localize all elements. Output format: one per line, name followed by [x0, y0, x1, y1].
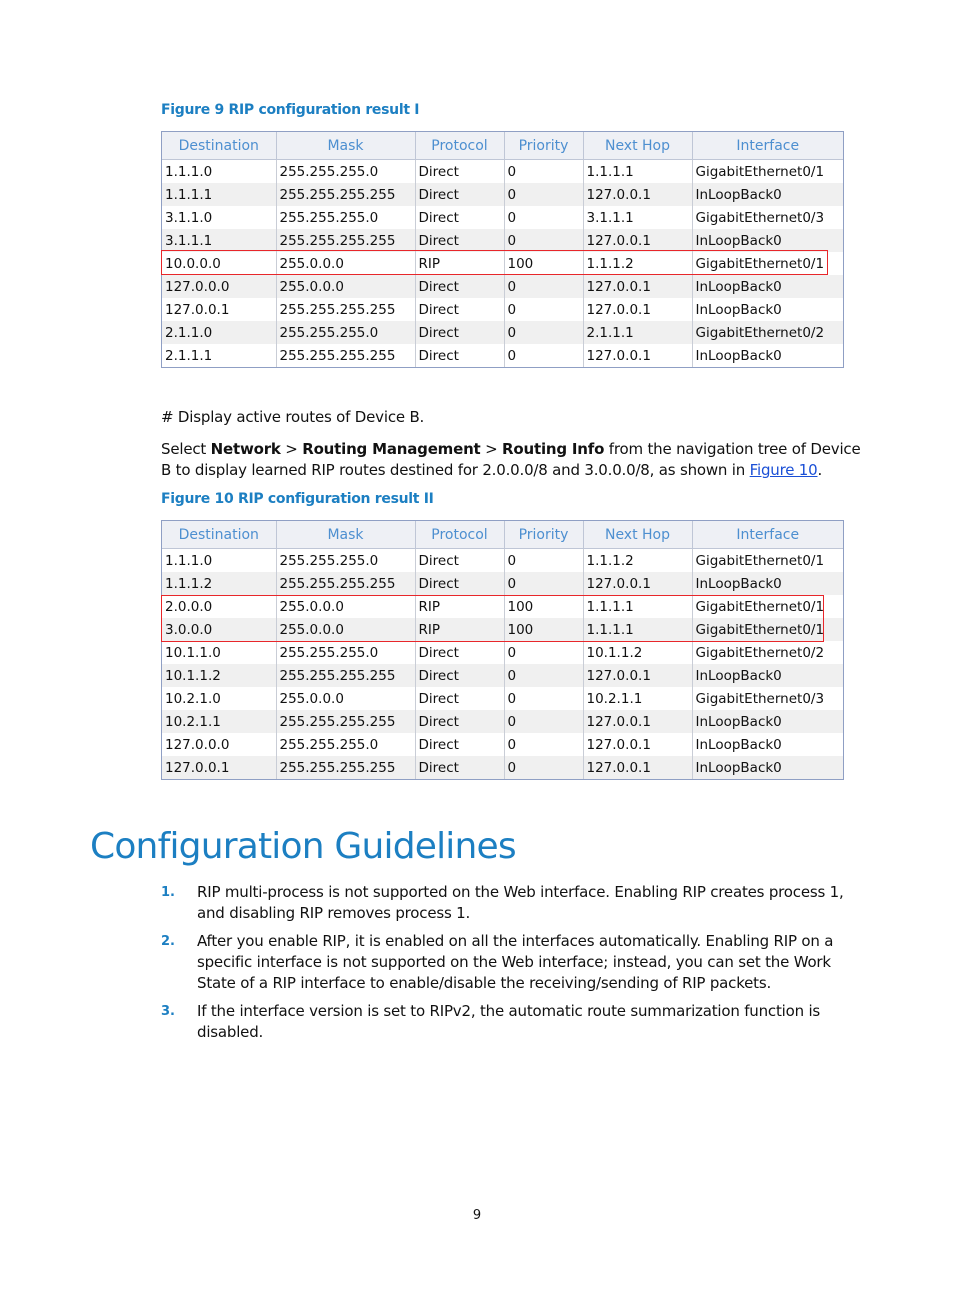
cell-protocol: RIP — [415, 595, 504, 618]
cell-mask: 255.255.255.255 — [276, 229, 415, 252]
cell-next-hop: 127.0.0.1 — [583, 275, 692, 298]
cell-protocol: Direct — [415, 733, 504, 756]
column-header-protocol[interactable]: Protocol — [415, 521, 504, 549]
cell-destination: 2.0.0.0 — [162, 595, 276, 618]
cell-priority: 0 — [504, 664, 583, 687]
cell-mask: 255.255.255.0 — [276, 641, 415, 664]
cell-protocol: RIP — [415, 618, 504, 641]
table-row — [162, 595, 843, 618]
column-header-destination[interactable]: Destination — [162, 132, 276, 160]
cell-next-hop: 10.2.1.1 — [583, 687, 692, 710]
column-header-priority[interactable]: Priority — [504, 132, 583, 160]
cell-mask: 255.255.255.0 — [276, 321, 415, 344]
table-row — [162, 321, 843, 344]
cell-destination: 10.1.1.2 — [162, 664, 276, 687]
cell-mask: 255.255.255.255 — [276, 298, 415, 321]
text-select: Select — [161, 440, 211, 458]
cell-next-hop: 127.0.0.1 — [583, 572, 692, 595]
cell-priority: 100 — [504, 252, 583, 275]
column-header-next-hop[interactable]: Next Hop — [583, 521, 692, 549]
column-header-mask[interactable]: Mask — [276, 521, 415, 549]
cell-protocol: Direct — [415, 206, 504, 229]
cell-priority: 0 — [504, 641, 583, 664]
guidelines-list — [161, 882, 871, 1043]
cell-destination: 1.1.1.0 — [162, 549, 276, 573]
cell-next-hop: 1.1.1.1 — [583, 595, 692, 618]
cell-priority: 0 — [504, 710, 583, 733]
column-header-next-hop[interactable]: Next Hop — [583, 132, 692, 160]
cell-priority: 0 — [504, 549, 583, 573]
nav-routing-info: Routing Info — [502, 440, 605, 458]
cell-priority: 100 — [504, 595, 583, 618]
table-row — [162, 344, 843, 367]
cell-next-hop: 127.0.0.1 — [583, 229, 692, 252]
cell-destination: 1.1.1.2 — [162, 572, 276, 595]
cell-next-hop: 3.1.1.1 — [583, 206, 692, 229]
cell-destination: 10.2.1.1 — [162, 710, 276, 733]
cell-interface: GigabitEthernet0/2 — [695, 644, 825, 661]
column-header-destination[interactable]: Destination — [162, 521, 276, 549]
table-row — [162, 549, 843, 573]
list-item-number: 1. — [161, 885, 175, 900]
table-row — [162, 252, 843, 275]
cell-priority: 0 — [504, 275, 583, 298]
cell-next-hop: 127.0.0.1 — [583, 710, 692, 733]
table-row — [162, 710, 843, 733]
cell-mask: 255.255.255.255 — [276, 183, 415, 206]
cell-priority: 0 — [504, 206, 583, 229]
cell-protocol: Direct — [415, 756, 504, 779]
cell-next-hop: 127.0.0.1 — [583, 733, 692, 756]
cell-next-hop: 127.0.0.1 — [583, 298, 692, 321]
select-navigation-paragraph — [161, 439, 871, 481]
cell-destination: 1.1.1.1 — [162, 183, 276, 206]
list-item — [161, 882, 871, 924]
figure-9-caption: Figure 9 RIP configuration result I — [161, 102, 420, 118]
cell-protocol: Direct — [415, 572, 504, 595]
cell-destination: 127.0.0.0 — [162, 733, 276, 756]
text-sep: > — [280, 440, 303, 458]
cell-interface: InLoopBack0 — [692, 710, 843, 733]
cell-next-hop: 1.1.1.1 — [583, 618, 692, 641]
cell-priority: 0 — [504, 229, 583, 252]
cell-interface: InLoopBack0 — [692, 183, 843, 206]
cell-mask: 255.255.255.255 — [276, 710, 415, 733]
cell-protocol: Direct — [415, 344, 504, 367]
cell-mask: 255.255.255.0 — [276, 160, 415, 184]
cell-interface: InLoopBack0 — [695, 736, 782, 753]
cell-mask: 255.0.0.0 — [276, 252, 415, 275]
table-row — [162, 206, 843, 229]
cell-priority: 0 — [504, 756, 583, 779]
cell-interface: InLoopBack0 — [692, 756, 843, 779]
table-row — [162, 664, 843, 687]
table-row — [162, 687, 843, 710]
cell-next-hop: 1.1.1.1 — [583, 160, 692, 184]
cell-mask: 255.255.255.255 — [276, 756, 415, 779]
page-number: 9 — [472, 1208, 482, 1223]
cell-protocol: Direct — [415, 160, 504, 184]
table-row — [162, 183, 843, 206]
table-row — [162, 756, 843, 779]
table-row — [162, 275, 843, 298]
cell-interface: GigabitEthernet0/1 — [692, 618, 843, 641]
cell-interface: GigabitEthernet0/1 — [695, 163, 825, 180]
cell-interface: GigabitEthernet0/2 — [692, 321, 843, 344]
cell-interface: InLoopBack0 — [692, 275, 843, 298]
cell-destination: 127.0.0.0 — [162, 275, 276, 298]
cell-next-hop: 1.1.1.2 — [583, 252, 692, 275]
cell-destination: 2.1.1.0 — [162, 321, 276, 344]
column-header-priority[interactable]: Priority — [504, 521, 583, 549]
column-header-interface[interactable]: Interface — [692, 521, 843, 549]
cell-destination: 10.0.0.0 — [162, 252, 276, 275]
cell-next-hop: 10.1.1.2 — [583, 641, 692, 664]
cell-mask: 255.255.255.255 — [276, 572, 415, 595]
figure-10-caption: Figure 10 RIP configuration result II — [161, 491, 434, 507]
cell-priority: 0 — [504, 344, 583, 367]
display-routes-paragraph: # Display active routes of Device B. — [161, 408, 425, 426]
cell-interface: InLoopBack0 — [692, 229, 843, 252]
cell-next-hop: 2.1.1.1 — [583, 321, 692, 344]
cell-priority: 100 — [504, 618, 583, 641]
list-item — [161, 931, 871, 994]
cell-priority: 0 — [504, 183, 583, 206]
cell-priority: 0 — [504, 321, 583, 344]
cell-protocol: Direct — [415, 641, 504, 664]
cell-protocol: Direct — [415, 298, 504, 321]
cell-priority: 0 — [504, 687, 583, 710]
cell-priority: 0 — [504, 733, 583, 756]
cell-interface: GigabitEthernet0/3 — [695, 209, 825, 226]
cell-mask: 255.255.255.0 — [276, 549, 415, 573]
cell-priority: 0 — [504, 572, 583, 595]
list-item — [161, 1001, 871, 1043]
cell-mask: 255.0.0.0 — [276, 275, 415, 298]
cell-next-hop: 1.1.1.2 — [583, 549, 692, 573]
cell-protocol: Direct — [415, 183, 504, 206]
cell-protocol: Direct — [415, 687, 504, 710]
cell-destination: 127.0.0.1 — [162, 756, 276, 779]
table-row — [162, 160, 843, 184]
column-header-mask[interactable]: Mask — [276, 132, 415, 160]
cell-destination: 1.1.1.0 — [162, 160, 276, 184]
cell-destination: 3.0.0.0 — [162, 618, 276, 641]
cell-next-hop: 127.0.0.1 — [583, 344, 692, 367]
list-item-number: 2. — [161, 934, 175, 949]
cell-mask: 255.255.255.0 — [276, 206, 415, 229]
text-sep: > — [480, 440, 503, 458]
cell-protocol: Direct — [415, 710, 504, 733]
cell-protocol: Direct — [415, 229, 504, 252]
cell-protocol: Direct — [415, 275, 504, 298]
cell-protocol: Direct — [415, 664, 504, 687]
cell-mask: 255.255.255.0 — [276, 733, 415, 756]
cell-next-hop: 127.0.0.1 — [583, 664, 692, 687]
list-item-text: If the interface version is set to RIPv2, the automatic route summarization function is disabled. — [197, 1002, 821, 1041]
cell-interface: InLoopBack0 — [692, 572, 843, 595]
cell-interface: GigabitEthernet0/3 — [695, 690, 825, 707]
table-row — [162, 572, 843, 595]
figure-10-link[interactable]: Figure 10 — [749, 461, 818, 479]
section-heading: Configuration Guidelines — [90, 826, 516, 867]
cell-protocol: RIP — [415, 252, 504, 275]
cell-priority: 0 — [504, 298, 583, 321]
nav-network: Network — [210, 440, 281, 458]
table-row — [162, 733, 843, 756]
list-item-number: 3. — [161, 1004, 175, 1019]
cell-destination: 2.1.1.1 — [162, 344, 276, 367]
cell-interface: InLoopBack0 — [692, 664, 843, 687]
cell-destination: 3.1.1.0 — [162, 206, 276, 229]
column-header-interface[interactable]: Interface — [692, 132, 843, 160]
text-period: . — [817, 461, 823, 479]
cell-destination: 10.1.1.0 — [162, 641, 276, 664]
cell-protocol: Direct — [415, 549, 504, 573]
cell-mask: 255.0.0.0 — [276, 687, 415, 710]
cell-interface: InLoopBack0 — [695, 301, 782, 318]
column-header-protocol[interactable]: Protocol — [415, 132, 504, 160]
cell-mask: 255.0.0.0 — [276, 618, 415, 641]
cell-mask: 255.255.255.255 — [276, 344, 415, 367]
cell-destination: 10.2.1.0 — [162, 687, 276, 710]
table-header-row — [162, 521, 843, 549]
table-row — [162, 298, 843, 321]
nav-routing-management: Routing Management — [302, 440, 481, 458]
cell-interface: GigabitEthernet0/1 — [695, 552, 825, 569]
figure-10-route-table — [161, 520, 844, 780]
cell-protocol: Direct — [415, 321, 504, 344]
figure-9-route-table — [161, 131, 844, 368]
table-header-row — [162, 132, 843, 160]
table-row — [162, 641, 843, 664]
table-row — [162, 229, 843, 252]
cell-interface: InLoopBack0 — [695, 347, 782, 364]
cell-mask: 255.0.0.0 — [276, 595, 415, 618]
text-body: from the navigation tree of Device B to display learned RIP routes destined for 2.0.0.0/8 and 3.0.0.0/8, as shown in — [161, 440, 861, 479]
cell-next-hop: 127.0.0.1 — [583, 183, 692, 206]
cell-destination: 127.0.0.1 — [162, 298, 276, 321]
list-item-text: After you enable RIP, it is enabled on all the interfaces automatically. Enabling RIP on a specific interface is not supported on the Web interface; instead, you can set the Work State of a RIP interface to enable/disable the receiving/sending of RIP packets. — [197, 932, 834, 992]
cell-interface: GigabitEthernet0/1 — [695, 255, 825, 272]
cell-destination: 3.1.1.1 — [162, 229, 276, 252]
cell-interface: GigabitEthernet0/1 — [695, 598, 825, 615]
cell-next-hop: 127.0.0.1 — [583, 756, 692, 779]
list-item-text: RIP multi-process is not supported on the Web interface. Enabling RIP creates process 1, and disabling RIP removes process 1. — [197, 883, 844, 922]
cell-priority: 0 — [504, 160, 583, 184]
cell-mask: 255.255.255.255 — [276, 664, 415, 687]
table-row — [162, 618, 843, 641]
